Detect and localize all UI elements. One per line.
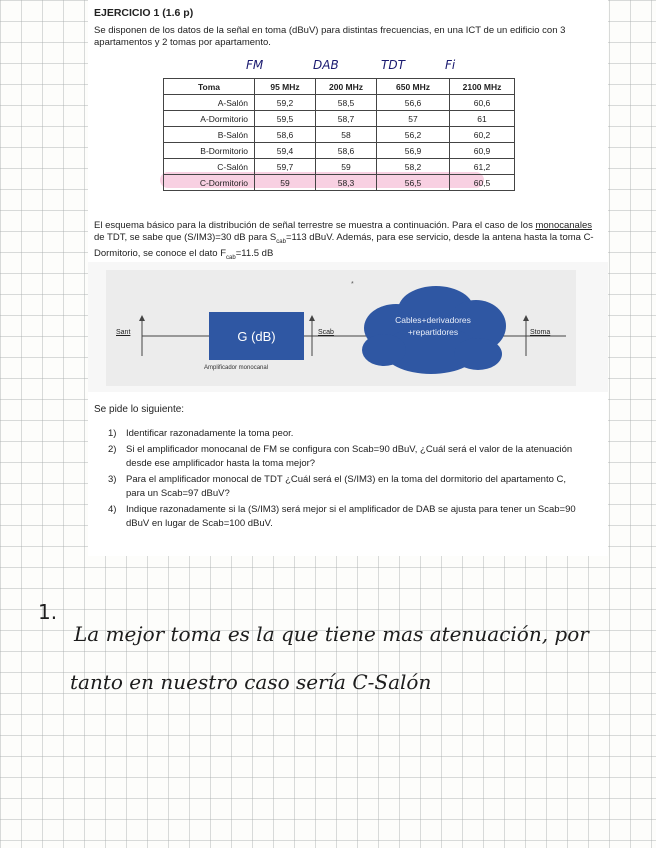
annotation-mark: * — [351, 281, 354, 288]
table-row — [164, 159, 515, 175]
questions-sheet — [88, 392, 608, 556]
description-subscript: cab — [226, 254, 236, 261]
table-cell: B-Salón — [164, 127, 255, 143]
table-header: 200 MHz — [316, 79, 377, 95]
questions-title: Se pide lo siguiente: — [94, 404, 185, 415]
table-cell: 60,2 — [450, 127, 515, 143]
table-cell: 59 — [255, 175, 316, 191]
cloud-label-line: +repartidores — [407, 327, 459, 337]
description-text: de TDT, se sabe que (S/IM3)=30 dB para S — [94, 232, 277, 243]
exercise-description — [94, 220, 599, 264]
answer-line-2: tanto en nuestro caso sería C-Salón — [70, 670, 432, 694]
description-subscript: cab — [276, 238, 286, 245]
question-text: Indique razonadamente si la (S/IM3) será mejor si el amplificador de DAB se ajusta para tener un Scab=90 dBuV en lugar de Scab=100 dBuV. — [126, 504, 576, 529]
table-cell: 59,5 — [255, 111, 316, 127]
description-text: El esquema básico para la distribución de señal terrestre se muestra a continuación. Para el caso de los — [94, 220, 536, 231]
amplifier-caption: Amplificador monocanal — [204, 365, 269, 371]
table-cell: 60,9 — [450, 143, 515, 159]
question-number: 4) — [108, 504, 117, 515]
table-cell: 58,3 — [316, 175, 377, 191]
description-text: monocanales — [535, 220, 592, 231]
question-text: Identificar razonadamente la toma peor. — [126, 428, 294, 439]
table-cell: 58,2 — [377, 159, 450, 175]
table-cell: C-Dormitorio — [164, 175, 255, 191]
table-cell: 60,5 — [450, 175, 515, 191]
table-row — [164, 95, 515, 111]
signal-mid-label: Scab — [318, 329, 334, 336]
table-cell: C-Salón — [164, 159, 255, 175]
question-number: 3) — [108, 474, 117, 485]
handwritten-header-tdt: TDT — [381, 58, 405, 72]
question-number: 2) — [108, 444, 117, 455]
question-item — [108, 443, 578, 471]
cloud-label — [368, 314, 498, 338]
table-row — [164, 111, 515, 127]
exercise-sheet — [88, 0, 608, 262]
signal-out-label: Stoma — [530, 329, 551, 336]
output-arrow-head — [523, 315, 529, 321]
question-text: Si el amplificador monocanal de FM se configura con Scab=90 dBuV, ¿Cuál será el valor de la atenuación desde ese amplificador hasta la toma mejor? — [126, 444, 573, 469]
table-cell: 59,2 — [255, 95, 316, 111]
handwritten-header-fm: FM — [246, 58, 264, 72]
table-cell: 58,5 — [316, 95, 377, 111]
description-text: =113 dBuV. Además, para ese servicio, desde la antena hasta la toma C-Dormitorio, se conoce el dato F — [94, 232, 594, 259]
question-item — [108, 427, 578, 441]
table-cell: A-Dormitorio — [164, 111, 255, 127]
distribution-diagram — [106, 270, 576, 386]
table-cell: 57 — [377, 111, 450, 127]
table-row — [164, 143, 515, 159]
table-cell: 59,4 — [255, 143, 316, 159]
table-row — [164, 127, 515, 143]
answer-line-1: La mejor toma es la que tiene mas atenuación, por — [74, 622, 589, 646]
table-cell: 56,2 — [377, 127, 450, 143]
mid-arrow-head — [309, 315, 315, 321]
input-arrow-head — [139, 315, 145, 321]
table-cell: 61,2 — [450, 159, 515, 175]
table-cell: 58,6 — [316, 143, 377, 159]
diagram-lines — [106, 270, 576, 386]
table-header: 650 MHz — [377, 79, 450, 95]
table-cell: 56,5 — [377, 175, 450, 191]
table-cell: 58,6 — [255, 127, 316, 143]
table-cell: 59,7 — [255, 159, 316, 175]
table-cell: 56,6 — [377, 95, 450, 111]
description-text: =11.5 dB — [235, 247, 274, 259]
table-cell: 59 — [316, 159, 377, 175]
handwritten-header-dab: DAB — [313, 58, 339, 72]
table-row — [164, 175, 515, 191]
table-header: 2100 MHz — [450, 79, 515, 95]
table-header-row — [164, 79, 515, 95]
handwritten-header-fi: Fi — [445, 58, 456, 72]
questions-list — [108, 427, 578, 533]
table-cell: B-Dormitorio — [164, 143, 255, 159]
answer-number: 1. — [38, 600, 58, 624]
cloud-label-line: Cables+derivadores — [395, 315, 471, 325]
diagram-sheet — [88, 262, 608, 392]
question-text: Para el amplificador monocal de TDT ¿Cuál será el (S/IM3) en la toma del dormitorio del apartamento C, para un Scab=97 dBuV? — [126, 474, 567, 499]
table-cell: 56,9 — [377, 143, 450, 159]
question-item — [108, 473, 578, 501]
table-cell: 60,6 — [450, 95, 515, 111]
table-cell: 58 — [316, 127, 377, 143]
question-item — [108, 503, 578, 531]
exercise-title: EJERCICIO 1 (1.6 p) — [94, 7, 194, 19]
exercise-intro: Se disponen de los datos de la señal en toma (dBuV) para distintas frecuencias, en una ICT de un edificio con 3 apartamentos y 2 tomas por apartamento. — [94, 25, 566, 48]
signal-table — [163, 78, 515, 191]
amplifier-block: G (dB) — [209, 312, 304, 360]
question-number: 1) — [108, 428, 117, 439]
signal-in-label: Sant — [116, 329, 131, 336]
table-header: 95 MHz — [255, 79, 316, 95]
table-cell: 58,7 — [316, 111, 377, 127]
table-cell: 61 — [450, 111, 515, 127]
table-cell: A-Salón — [164, 95, 255, 111]
table-header: Toma — [164, 79, 255, 95]
